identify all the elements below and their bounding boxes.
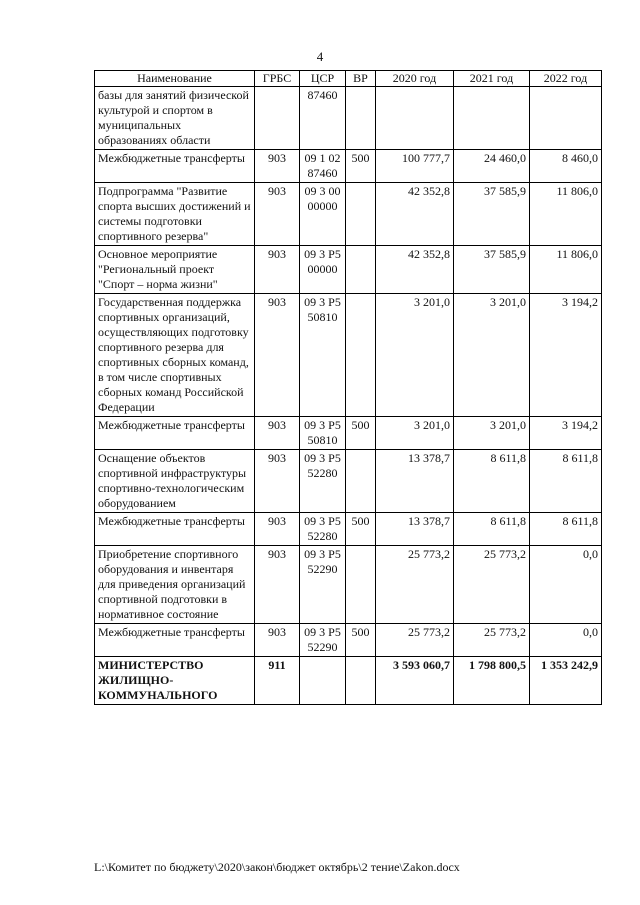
cell-name: Подпрограмма "Развитие спорта высших достижений и системы подготовки спортивного резерва" [95,183,255,246]
cell-name: Государственная поддержка спортивных организаций, осуществляющих подготовку спортивного резерва для спортивных сборных команд, в том числе спортивных сборных команд Российской Федерации [95,294,255,417]
cell-csr: 09 3 P5 52290 [300,624,346,657]
header-name: Наименование [95,71,255,87]
budget-table [94,70,602,705]
cell-2021: 24 460,0 [454,150,530,183]
cell-vr: 500 [346,150,376,183]
cell-name: Межбюджетные трансферты [95,150,255,183]
table-row [95,183,602,246]
cell-csr: 09 1 02 87460 [300,150,346,183]
cell-grbs: 903 [255,150,300,183]
table-row [95,546,602,624]
cell-2021 [454,87,530,150]
cell-grbs: 911 [255,657,300,705]
cell-grbs: 903 [255,417,300,450]
cell-vr [346,87,376,150]
table-row [95,624,602,657]
cell-2022: 3 194,2 [530,294,602,417]
header-2020: 2020 год [376,71,454,87]
cell-vr [346,657,376,705]
cell-vr [346,183,376,246]
cell-vr: 500 [346,513,376,546]
cell-2020: 3 201,0 [376,294,454,417]
cell-2021: 3 201,0 [454,417,530,450]
cell-2020: 42 352,8 [376,183,454,246]
cell-grbs: 903 [255,624,300,657]
cell-name: базы для занятий физической культурой и спортом в муниципальных образованиях области [95,87,255,150]
cell-2022: 3 194,2 [530,417,602,450]
cell-grbs: 903 [255,513,300,546]
cell-grbs: 903 [255,246,300,294]
page-number: 4 [316,49,324,64]
cell-2021: 37 585,9 [454,246,530,294]
table-row [95,294,602,417]
cell-vr [346,450,376,513]
cell-csr: 09 3 P5 52280 [300,450,346,513]
table-row [95,657,602,705]
cell-2020: 3 593 060,7 [376,657,454,705]
file-path-footer: L:\Комитет по бюджету\2020\закон\бюджет октябрь\2 тение\Zakon.docx [94,860,460,874]
cell-vr [346,294,376,417]
cell-2020: 25 773,2 [376,624,454,657]
cell-grbs: 903 [255,294,300,417]
cell-2022: 0,0 [530,546,602,624]
cell-name: Межбюджетные трансферты [95,417,255,450]
cell-2022 [530,87,602,150]
cell-csr: 09 3 00 00000 [300,183,346,246]
cell-2022: 8 611,8 [530,450,602,513]
cell-vr: 500 [346,417,376,450]
cell-2021: 8 611,8 [454,513,530,546]
header-vr: ВР [346,71,376,87]
cell-csr: 87460 [300,87,346,150]
cell-2020 [376,87,454,150]
table-body [95,87,602,705]
cell-2020: 25 773,2 [376,546,454,624]
cell-2022: 1 353 242,9 [530,657,602,705]
table-row [95,417,602,450]
cell-2022: 11 806,0 [530,183,602,246]
table-row [95,450,602,513]
cell-2021: 25 773,2 [454,546,530,624]
cell-name: Основное мероприятие "Региональный проект "Спорт – норма жизни" [95,246,255,294]
cell-2022: 8 611,8 [530,513,602,546]
cell-vr: 500 [346,624,376,657]
cell-name: МИНИСТЕРСТВО ЖИЛИЩНО-КОММУНАЛЬНОГО [95,657,255,705]
cell-grbs [255,87,300,150]
cell-2021: 3 201,0 [454,294,530,417]
cell-grbs: 903 [255,183,300,246]
header-2022: 2022 год [530,71,602,87]
cell-2021: 1 798 800,5 [454,657,530,705]
cell-vr [346,246,376,294]
cell-csr: 09 3 P5 52290 [300,546,346,624]
cell-vr [346,546,376,624]
cell-csr: 09 3 P5 52280 [300,513,346,546]
cell-2020: 3 201,0 [376,417,454,450]
table-row [95,150,602,183]
cell-2022: 11 806,0 [530,246,602,294]
table-header-row [95,71,602,87]
header-grbs: ГРБС [255,71,300,87]
cell-2020: 100 777,7 [376,150,454,183]
cell-grbs: 903 [255,546,300,624]
cell-grbs: 903 [255,450,300,513]
cell-name: Приобретение спортивного оборудования и инвентаря для приведения организаций спортивной подготовки в нормативное состояние [95,546,255,624]
cell-csr: 09 3 P5 00000 [300,246,346,294]
cell-2022: 8 460,0 [530,150,602,183]
table-row [95,513,602,546]
cell-csr: 09 3 P5 50810 [300,294,346,417]
cell-2021: 37 585,9 [454,183,530,246]
header-csr: ЦСР [300,71,346,87]
cell-2020: 42 352,8 [376,246,454,294]
cell-2022: 0,0 [530,624,602,657]
cell-2021: 8 611,8 [454,450,530,513]
cell-2021: 25 773,2 [454,624,530,657]
cell-name: Оснащение объектов спортивной инфраструктуры спортивно-технологическим оборудованием [95,450,255,513]
header-2021: 2021 год [454,71,530,87]
cell-2020: 13 378,7 [376,513,454,546]
cell-name: Межбюджетные трансферты [95,513,255,546]
cell-name: Межбюджетные трансферты [95,624,255,657]
cell-csr [300,657,346,705]
cell-2020: 13 378,7 [376,450,454,513]
table-row [95,246,602,294]
table-row [95,87,602,150]
cell-csr: 09 3 P5 50810 [300,417,346,450]
